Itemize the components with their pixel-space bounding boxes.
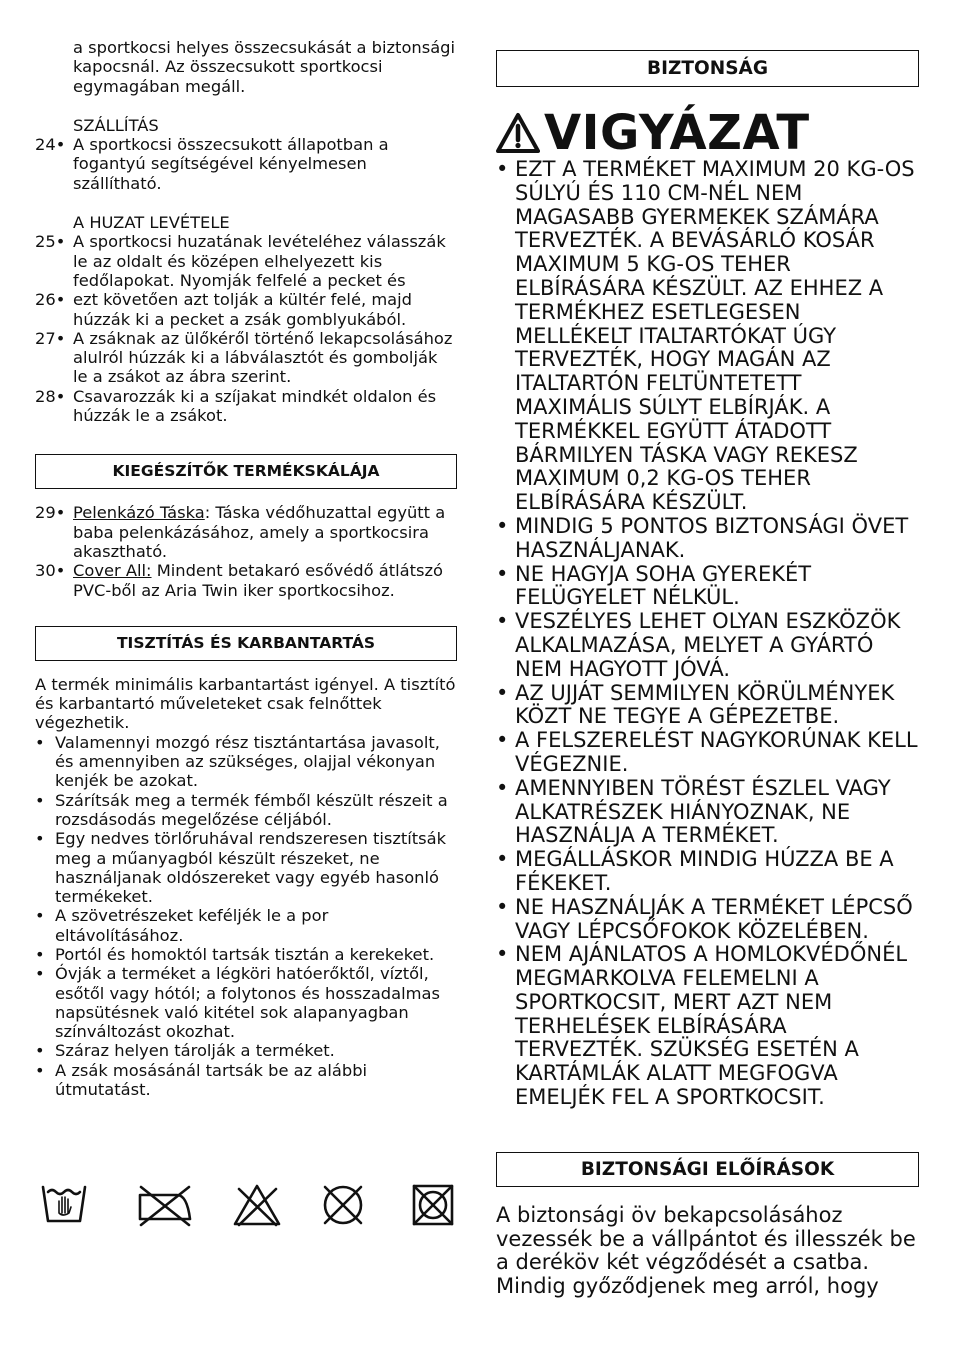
item-text: A zsáknak az ülőkéről történő lekapcsolásához alulról húzzák ki a lábválasztót és gombolják le a zsákot az ábra szerint.: [73, 328, 453, 387]
warning-triangle-icon: [496, 112, 540, 154]
accessory-description: Mindent betakaró esővédő átlátszó PVC-ből az Aria Twin iker sportkocsihoz.: [73, 561, 443, 600]
warning-word: VIGYÁZAT: [544, 105, 810, 161]
item-number: 27•: [35, 328, 66, 348]
item-text: ezt követően azt tolják a kültér felé, majd húzzák ki a pecket a zsák gomblyukából.: [73, 290, 413, 329]
item-number: 28•: [35, 386, 66, 406]
item-number: 25•: [35, 232, 66, 252]
cover-removal-heading: A HUZAT LEVÉTELE: [73, 213, 230, 233]
regulations-title-box: BIZTONSÁGI ELŐÍRÁSOK: [496, 1152, 919, 1187]
accessory-separator: :: [204, 503, 211, 523]
item-text: A sportkocsi összecsukott állapotban a fogantyú segítségével kényelmesen szállítható.: [73, 135, 389, 193]
safety-title-box: BIZTONSÁG: [496, 50, 919, 87]
warning-item: • NE HASZNÁLJÁK A TERMÉKET LÉPCSŐ VAGY LÉPCSŐFOKOK KÖZELÉBEN.: [496, 896, 919, 944]
warning-item: • NE HAGYJA SOHA GYEREKÉT FELÜGYELET NÉLKÜL.: [496, 563, 919, 611]
transport-heading: SZÁLLÍTÁS: [73, 115, 159, 135]
instruction-item: [35, 135, 457, 193]
warning-heading: [496, 105, 919, 161]
cleaning-list: [35, 733, 457, 1100]
list-item: • Szárítsák meg a termék fémből készült részeit a rozsdásodás megelőzése céljából.: [35, 791, 457, 830]
accessory-item: [35, 503, 457, 561]
instruction-item: [35, 387, 457, 426]
do-not-dry-clean-icon: [320, 1183, 366, 1227]
list-item: • Valamennyi mozgó rész tisztántartása javasolt, és amennyiben az szükséges, olajjal vékonyan kenjék be azokat.: [35, 733, 457, 791]
warning-item: • MINDIG 5 PONTOS BIZTONSÁGI ÖVET HASZNÁLJANAK.: [496, 515, 919, 563]
do-not-bleach-icon: [232, 1183, 282, 1227]
warning-item: • A FELSZERELÉST NAGYKORÚNAK KELL VÉGEZNIE.: [496, 729, 919, 777]
warning-item: • EZT A TERMÉKET MAXIMUM 20 KG-OS SÚLYÚ ÉS 110 CM-NÉL NEM MAGASABB GYERMEKEK SZÁMÁRA TERVEZTÉK. A BEVÁSÁRLÓ KOSÁR MAXIMUM 5 KG-OS TEHER ELBÍRÁSÁRA KÉSZÜLT. AZ EHHEZ A TERMÉKHEZ ESETLEGESEN MELLÉKELT ITALTARTÓKAT ÚGY TERVEZTÉK, HOGY MAGÁN AZ ITALTARTÓN FELTÜNTETETT MAXIMÁLIS SÚLYT ELBÍRJÁK. A TERMÉKKEL EGYÜTT ÁTADOTT BÁRMILYEN TÁSKA VAGY REKESZ MAXIMUM 0,2 KG-OS TEHER ELBÍRÁSÁRA KÉSZÜLT.: [496, 158, 919, 515]
cleaning-title-box: TISZTÍTÁS ÉS KARBANTARTÁS: [35, 626, 457, 661]
left-column: [35, 38, 457, 1099]
item-text: A sportkocsi huzatának levételéhez válasszák le az oldalt és középen elhelyezett kis fedőlapokat. Nyomják felfelé a pecket és: [73, 232, 446, 290]
hand-wash-icon: [40, 1183, 88, 1227]
accessory-item: [35, 561, 457, 600]
item-number: 29•: [35, 503, 66, 523]
warning-item: • AZ UJJÁT SEMMILYEN KÖRÜLMÉNYEK KÖZT NE TEGYE A GÉPEZETBE.: [496, 682, 919, 730]
regulations-text: A biztonsági öv bekapcsolásához vezessék be a vállpántot és illesszék be a deréköv két végződését a csatba. Mindig győződjenek meg arról, hogy: [496, 1202, 916, 1299]
warning-item: • MEGÁLLÁSKOR MINDIG HÚZZA BE A FÉKEKET.: [496, 848, 919, 896]
right-column: [496, 50, 919, 1320]
accessory-name: Pelenkázó Táska: [73, 503, 205, 523]
instruction-item: [35, 290, 457, 329]
list-item: • Száraz helyen tárolják a terméket.: [35, 1041, 457, 1060]
accessories-title-box: KIEGÉSZÍTŐK TERMÉKSKÁLÁJA: [35, 454, 457, 489]
cleaning-intro: A termék minimális karbantartást igényel. A tisztító és karbantartó műveleteket csak felnőttek végezhetik.: [35, 674, 456, 733]
item-number: 24•: [35, 135, 66, 155]
accessory-name: Cover All:: [73, 561, 152, 581]
do-not-tumble-dry-icon: [410, 1183, 456, 1227]
list-item: • Egy nedves törlőruhával rendszeresen tisztítsák meg a műanyagból készült részeket, ne használjanak oldószereket vagy egyéb hasonló termékeket.: [35, 829, 457, 906]
item-text: Csavarozzák ki a szíjakat mindkét oldalon és húzzák le a zsákot.: [73, 386, 437, 426]
do-not-iron-icon: [137, 1183, 193, 1227]
list-item: • A szövetrészeket keféljék le a por eltávolításához.: [35, 906, 457, 945]
warning-item: • AMENNYIBEN TÖRÉST ÉSZLEL VAGY ALKATRÉSZEK HIÁNYOZNAK, NE HASZNÁLJA A TERMÉKET.: [496, 777, 919, 848]
list-item: • Óvják a terméket a légköri hatóerőktől, víztől, esőtől vagy hótól; a folytonos és hosszadalmas napsütésnek való kitétel sok alapanyagban színváltozást okozhat.: [35, 964, 457, 1041]
warning-item: • VESZÉLYES LEHET OLYAN ESZKÖZÖK ALKALMAZÁSA, MELYET A GYÁRTÓ NEM HAGYOTT JÓVÁ.: [496, 610, 919, 681]
warnings-list: [496, 158, 919, 1110]
list-item: • Portól és homoktól tartsák tisztán a kerekeket.: [35, 945, 457, 964]
accessory-description: Táska védőhuzattal együtt a baba pelenkázásához, amely a sportkocsira akasztható.: [73, 503, 446, 561]
item-number: 30•: [35, 561, 66, 581]
instruction-item: [35, 232, 457, 290]
item-number: 26•: [35, 290, 66, 310]
intro-continuation: a sportkocsi helyes összecsukását a biztonsági kapocsnál. Az összecsukott sportkocsi egymagában megáll.: [73, 38, 456, 96]
instruction-item: [35, 329, 457, 387]
care-icons-row: [40, 1183, 460, 1231]
list-item: • A zsák mosásánál tartsák be az alábbi útmutatást.: [35, 1061, 457, 1100]
warning-item: • NEM AJÁNLATOS A HOMLOKVÉDŐNÉL MEGMARKOLVA FELEMELNI A SPORTKOCSIT, MERT AZT NEM TERHELÉSEK ELBÍRÁSÁRA TERVEZTÉK. SZÜKSÉG ESETÉN A KARTÁMLÁK ALATT MEGFOGVA EMELJÉK FEL A SPORTKOCSIT.: [496, 943, 919, 1110]
